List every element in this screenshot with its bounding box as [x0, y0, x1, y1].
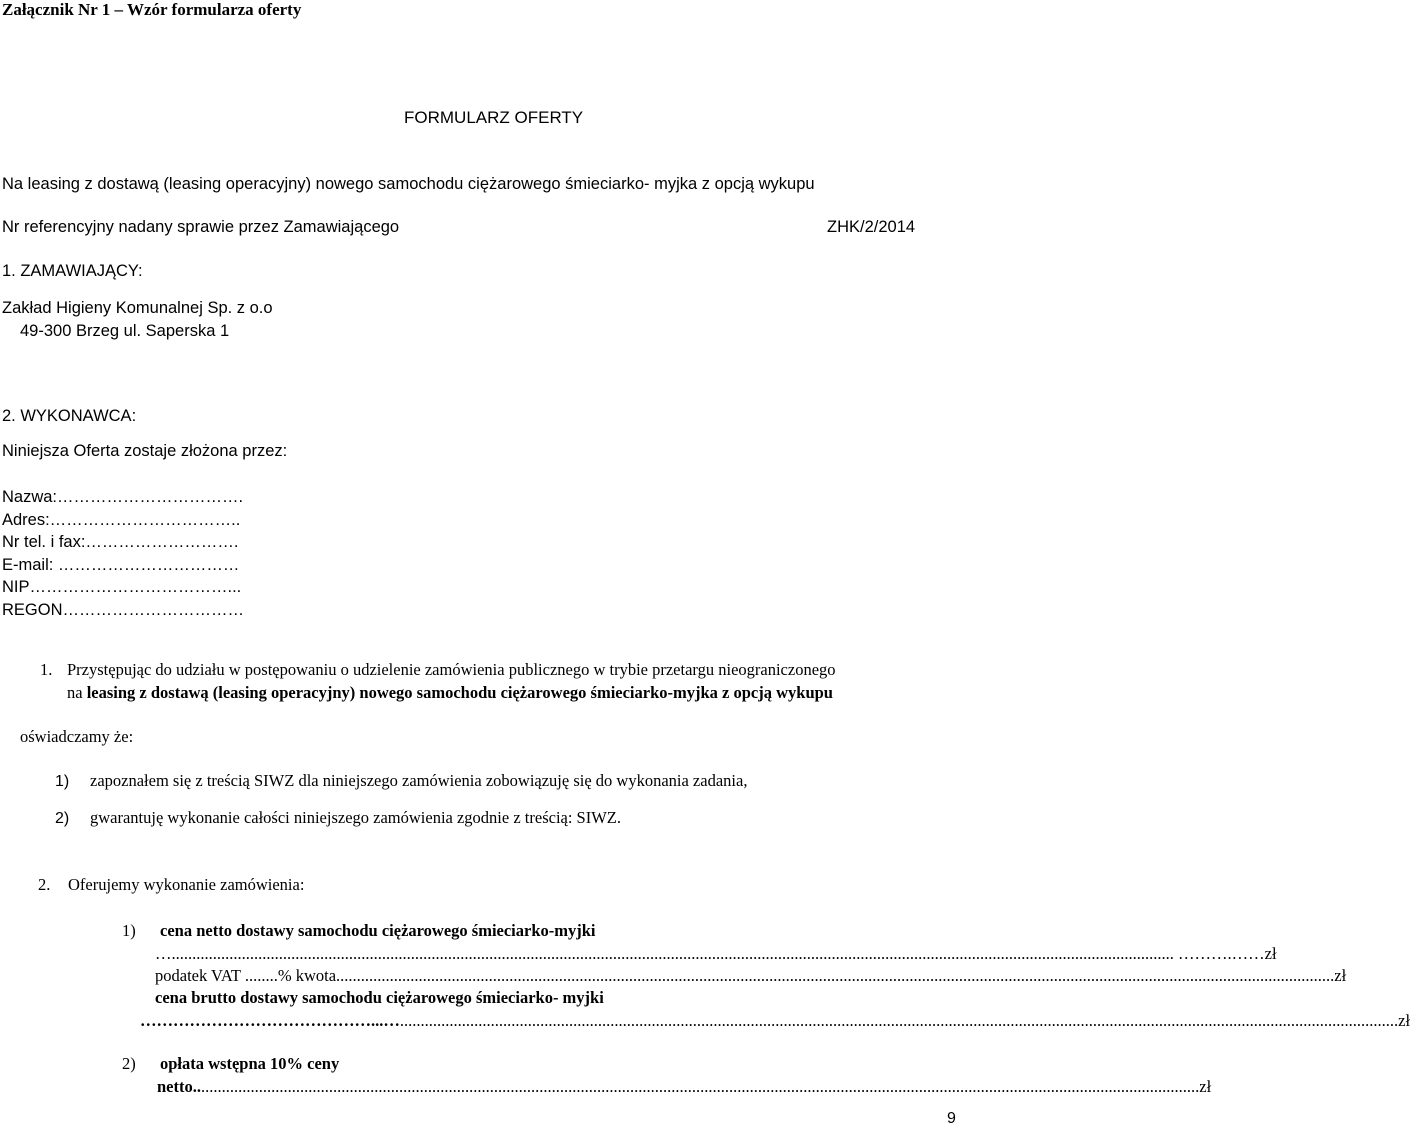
ordering-party-name: Zakład Higieny Komunalnej Sp. z o.o [2, 299, 273, 317]
offer-item-1-number: 1) [122, 921, 136, 940]
declaration-prefix: na [67, 683, 87, 702]
gross-price-prefix: ……………………………………...… [140, 1011, 400, 1030]
offer-number: 2. [38, 875, 51, 894]
field-phone-fax: Nr tel. i fax:………………………. [2, 533, 239, 551]
ordering-party-heading: 1. ZAMAWIAJĄCY: [2, 262, 143, 280]
declaration-line-2 [67, 684, 833, 703]
subject-line: Na leasing z dostawą (leasing operacyjny) nowego samochodu ciężarowego śmieciarko- myjka z opcją wykupu [2, 175, 815, 193]
offer-heading: Oferujemy wykonanie zamówienia: [68, 875, 305, 894]
reference-number: ZHK/2/2014 [827, 218, 916, 236]
field-regon: REGON…………………………… [2, 600, 245, 619]
gross-price-title: cena brutto dostawy samochodu ciężarowego śmieciarko- myjki [155, 988, 604, 1007]
vat-label: podatek VAT ........% kwota [155, 966, 337, 985]
initial-fee-line [157, 1077, 1212, 1097]
dot-leader: .................................................................................................................................................................................................................................................. [171, 944, 1170, 963]
dot-leader: .................................................................................................................................................................................................................................................. [201, 1077, 1200, 1096]
contractor-heading: 2. WYKONAWCA: [2, 407, 137, 425]
reference-label: Nr referencyjny nadany sprawie przez Zamawiającego [2, 218, 400, 236]
page-number: 9 [947, 1110, 956, 1127]
ordering-party-address: 49-300 Brzeg ul. Saperska 1 [20, 322, 230, 340]
net-price-prefix: … [155, 944, 172, 963]
declaration-item-2: gwarantuję wykonanie całości niniejszego zamówienia zgodnie z treścią: SIWZ. [90, 808, 622, 827]
declaration-number: 1. [40, 660, 53, 679]
declaration-subject: leasing z dostawą (leasing operacyjny) nowego samochodu ciężarowego śmieciarko-myjka z opcją wykupu [86, 683, 833, 702]
contractor-intro: Niniejsza Oferta zostaje złożona przez: [2, 442, 288, 460]
initial-fee-label: netto.. [157, 1077, 201, 1096]
declaration-line-1: Przystępując do udziału w postępowaniu o udzielenie zamówienia publicznego w trybie przetargu nieograniczonego [67, 660, 836, 679]
net-price-suffix: . ……….……zł [1169, 944, 1277, 963]
field-name: Nazwa:……………………………. [2, 488, 244, 506]
declaration-statement: oświadczamy że: [20, 727, 134, 746]
annex-header: Załącznik Nr 1 – Wzór formularza oferty [2, 0, 302, 19]
gross-price-suffix: zł [1398, 1011, 1410, 1030]
field-address: Adres:…………………………….. [2, 510, 241, 529]
declaration-item-2-number: 2) [55, 810, 70, 827]
form-title: FORMULARZ OFERTY [404, 108, 584, 127]
field-email: E-mail: …………………………… [2, 555, 240, 574]
net-price-line [155, 944, 1277, 964]
dot-leader: .................................................................................................................................................................................................................................................. [399, 1011, 1399, 1030]
dot-leader: .................................................................................................................................................................................................................................................. [336, 966, 1335, 985]
gross-price-line [140, 1011, 1410, 1031]
initial-fee-suffix: zł [1199, 1077, 1212, 1096]
initial-fee-title: opłata wstępna 10% ceny [160, 1054, 340, 1073]
contractor-fields [2, 486, 244, 621]
vat-suffix: zł [1334, 966, 1347, 985]
field-nip: NIP………………………………... [2, 578, 242, 596]
declaration-item-1-number: 1) [55, 773, 70, 790]
declaration-item-1: zapoznałem się z treścią SIWZ dla niniejszego zamówienia zobowiązuję się do wykonania zadania, [90, 771, 748, 790]
vat-line [155, 966, 1347, 986]
net-price-title: cena netto dostawy samochodu ciężarowego śmieciarko-myjki [160, 921, 596, 940]
offer-item-2-number: 2) [122, 1054, 136, 1073]
